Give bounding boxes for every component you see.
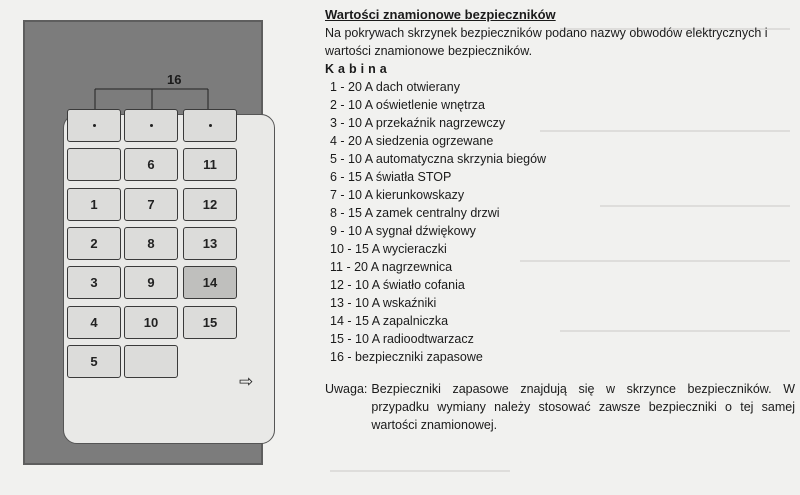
list-item: 12 - 10 A światło cofania xyxy=(330,278,465,292)
fuse-3: 3 xyxy=(67,266,121,299)
intro-paragraph: Na pokrywach skrzynek bezpieczników podano nazwy obwodów elektrycznych i wartości znamionowe bezpieczników. xyxy=(325,26,768,58)
fuse-slot-empty xyxy=(124,345,178,378)
fuse-list xyxy=(325,78,795,366)
fuse-4: 4 xyxy=(67,306,121,339)
section-heading: Kabina xyxy=(325,62,391,76)
spare-fuse xyxy=(124,109,178,142)
list-item: 10 - 15 A wycieraczki xyxy=(330,242,447,256)
fuse-15: 15 xyxy=(183,306,237,339)
spare-fuse xyxy=(183,109,237,142)
fuse-12: 12 xyxy=(183,188,237,221)
fuse-7: 7 xyxy=(124,188,178,221)
list-item: 14 - 15 A zapalniczka xyxy=(330,314,449,328)
fuse-8: 8 xyxy=(124,227,178,260)
fuse-box-diagram xyxy=(23,20,263,465)
fuse-11: 11 xyxy=(183,148,237,181)
list-item: 6 - 15 A światła STOP xyxy=(330,170,452,184)
fuse-14: 14 xyxy=(183,266,237,299)
fuse-slot-empty xyxy=(67,148,121,181)
list-item: 8 - 15 A zamek centralny drzwi xyxy=(330,206,500,220)
list-item: 4 - 20 A siedzenia ogrzewane xyxy=(330,134,494,148)
fuse-13: 13 xyxy=(183,227,237,260)
page-title: Wartości znamionowe bezpieczników xyxy=(325,7,556,22)
fuse-6: 6 xyxy=(124,148,178,181)
list-item: 1 - 20 A dach otwierany xyxy=(330,80,460,94)
note-text: Bezpieczniki zapasowe znajdują się w skrzynce bezpieczników. W przypadku wymiany należy stosować zawsze bezpieczniki o tej samej wartości znamionowej. xyxy=(371,382,795,432)
fuse-10: 10 xyxy=(124,306,178,339)
note xyxy=(325,380,795,434)
list-item: 15 - 10 A radioodtwarzacz xyxy=(330,332,474,346)
list-item: 5 - 10 A automatyczna skrzynia biegów xyxy=(330,152,547,166)
fuse-ratings-text xyxy=(325,6,795,434)
list-item: 9 - 10 A sygnał dźwiękowy xyxy=(330,224,476,238)
spare-fuse xyxy=(67,109,121,142)
fuse-1: 1 xyxy=(67,188,121,221)
list-item: 2 - 10 A oświetlenie wnętrza xyxy=(330,98,485,112)
note-label: Uwaga: xyxy=(325,382,368,396)
fuse-2: 2 xyxy=(67,227,121,260)
fuse-9: 9 xyxy=(124,266,178,299)
list-item: 7 - 10 A kierunkowskazy xyxy=(330,188,465,202)
list-item: 3 - 10 A przekaźnik nagrzewczy xyxy=(330,116,506,130)
list-item: 13 - 10 A wskaźniki xyxy=(330,296,437,310)
right-arrow-icon: ⇨ xyxy=(239,372,254,391)
list-item: 16 - bezpieczniki zapasowe xyxy=(330,350,483,364)
list-item: 11 - 20 A nagrzewnica xyxy=(330,260,453,274)
spare-fuses-label: 16 xyxy=(167,72,182,87)
fuse-5: 5 xyxy=(67,345,121,378)
